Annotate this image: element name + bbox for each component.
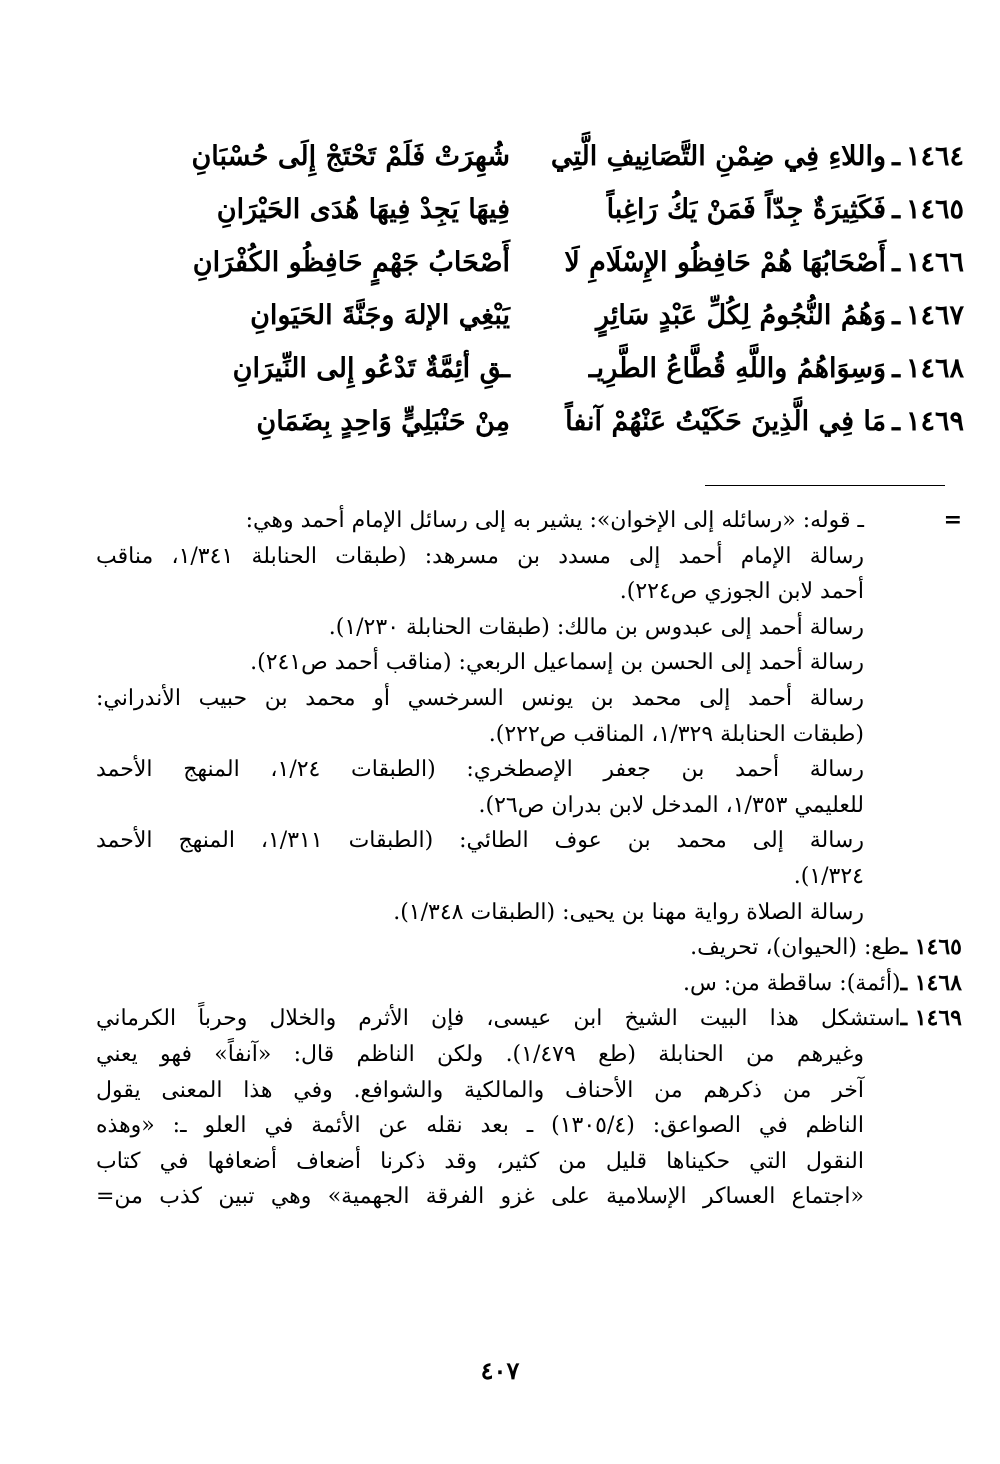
verse-first-hemistich: أَصْحَابُهَا هُمْ حَافِظُو الإِسْلَامِ لَا [564, 247, 887, 278]
footnote-1465 [96, 930, 962, 966]
verse-number: ١٤٦٤ [905, 141, 964, 172]
footnote-text: (أئمة): ساقطة من: س. [683, 970, 901, 996]
continuation-mark: = [943, 507, 962, 533]
verse-row [90, 289, 964, 342]
verse-second-hemistich: فِيهَا يَجِدْ فِيهَا هُدَى الحَيْرَانِ [216, 194, 510, 225]
footnote-text-line: «اجتماع العساكر الإسلامية على غزو الفرقة الجهمية» وهي تبين كذب من= [96, 1184, 864, 1210]
footnote-separator [705, 485, 945, 486]
letter-entry-continuation: للعليمي ١/٣٥٣، المدخل لابن بدران ص٢٦). [478, 792, 864, 818]
verse-second-hemistich: شُهِرَتْ فَلَمْ تَحْتَجْ إِلَى حُسْبَانِ [191, 141, 510, 172]
verse-row [90, 342, 964, 395]
verse-second-hemistich: ـقِ أئِمَّةٌ تَدْعُو إِلى النِّيرَانِ [232, 353, 510, 384]
verse-number: ١٤٦٦ [905, 247, 964, 278]
verse-first-hemistich: فَكَثِيرَةٌ جِدّاً فَمَنْ يَكُ رَاغِباً [606, 194, 887, 225]
verse-first-hemistich: مَا فِي الَّذِينَ حَكَيْتُ عَنْهُمْ آنفاً [565, 406, 887, 437]
footnote-label: ١٤٦٥ ـ [900, 934, 962, 961]
footnote-text: طع: (الحيوان)، تحريف. [690, 935, 901, 961]
verse-number: ١٤٦٧ [905, 300, 964, 331]
footnote-1468 [96, 966, 962, 1002]
footnotes [96, 503, 962, 1215]
letter-entry-continuation: أحمد لابن الجوزي ص٢٢٤). [619, 579, 864, 605]
verse-number: ١٤٦٥ [905, 194, 964, 225]
letter-entry-continuation: ١/٣٢٤). [793, 863, 864, 889]
verse-block [90, 130, 964, 448]
footnote-label: ١٤٦٩ ـ [900, 1005, 962, 1032]
verse-dash: ـ [892, 141, 900, 172]
verse-dash: ـ [892, 247, 900, 278]
letter-entry-continuation: (طبقات الحنابلة ١/٣٢٩، المناقب ص٢٢٢). [488, 721, 864, 747]
letter-entry: رسالة الإمام أحمد إلى مسدد بن مسرهد: (طبقات الحنابلة ١/٣٤١، مناقب [96, 543, 864, 569]
verse-dash: ـ [892, 406, 900, 437]
letter-entry: رسالة الصلاة رواية مهنا بن يحيى: (الطبقات ١/٣٤٨). [393, 899, 864, 925]
verse-first-hemistich: وَسِوَاهُمُ واللَّهِ قُطَّاعُ الطَّرِيـ [588, 353, 887, 384]
verse-dash: ـ [892, 353, 900, 384]
verse-dash: ـ [892, 194, 900, 225]
footnote-text-line: الناظم في الصواعق: (١٣٠٥/٤) ـ بعد نقله عن الأئمة في العلو ـ: «وهذه [96, 1113, 864, 1139]
verse-row [90, 395, 964, 448]
verse-number: ١٤٦٨ [905, 353, 964, 384]
letter-entry: رسالة أحمد إلى الحسن بن إسماعيل الربعي: (مناقب أحمد ص٢٤١). [250, 650, 864, 676]
verse-first-hemistich: واللاءِ فِي ضِمْنِ التَّصَانِيفِ الَّتِي [550, 141, 887, 172]
footnote-text-line: النقول التي حكيناها قليل من كثير، وقد ذكرنا أضعاف أضعافها في كتاب [96, 1148, 864, 1174]
verse-dash: ـ [892, 300, 900, 331]
footnote-1469 [96, 1001, 962, 1037]
footnote-text-line: وغيرهم من الحنابلة (طع ١/٤٧٩). ولكن الناظم قال: «آنفاً» فهو يعني [96, 1041, 864, 1067]
letter-entry: رسالة أحمد إلى محمد بن يونس السرخسي أو محمد بن حبيب الأندراني: [96, 685, 864, 711]
verse-row [90, 183, 964, 236]
verse-row [90, 130, 964, 183]
page-number: ٤٠٧ [480, 1356, 520, 1385]
verse-number: ١٤٦٩ [905, 406, 964, 437]
footnote-intro: ـ قوله: «رسائله إلى الإخوان»: يشير به إلى رسائل الإمام أحمد وهي: [245, 508, 864, 533]
verse-second-hemistich: مِنْ حَنْبَلِيٍّ وَاحِدٍ بِضَمَانِ [256, 406, 510, 437]
footnote-continued [96, 503, 864, 930]
verse-second-hemistich: يَبْغِي الإلهَ وجَنَّةَ الحَيَوانِ [250, 300, 510, 331]
letter-entry: رسالة أحمد بن جعفر الإصطخري: (الطبقات ١/٢٤، المنهج الأحمد [96, 757, 864, 783]
verse-second-hemistich: أَصْحَابُ جَهْمٍ حَافِظُو الكُفْرَانِ [192, 247, 510, 278]
footnote-label: ١٤٦٨ ـ [900, 969, 962, 996]
verse-first-hemistich: وَهُمُ النُّجُومُ لِكُلِّ عَبْدٍ سَائِرٍ [595, 300, 887, 331]
letter-entry: رسالة أحمد إلى عبدوس بن مالك: (طبقات الحنابلة ١/٢٣٠). [328, 614, 864, 640]
footnote-text-line: آخر من ذكرهم من الأحناف والمالكية والشوافع. وفي هذا المعنى يقول [96, 1077, 864, 1103]
footnote-text: استشكل هذا البيت الشيخ ابن عيسى، فإن الأثرم والخلال وحرباً الكرماني [96, 1006, 901, 1032]
letter-entry: رسالة إلى محمد بن عوف الطائي: (الطبقات ١/٣١١، المنهج الأحمد [96, 828, 864, 854]
verse-row [90, 236, 964, 289]
